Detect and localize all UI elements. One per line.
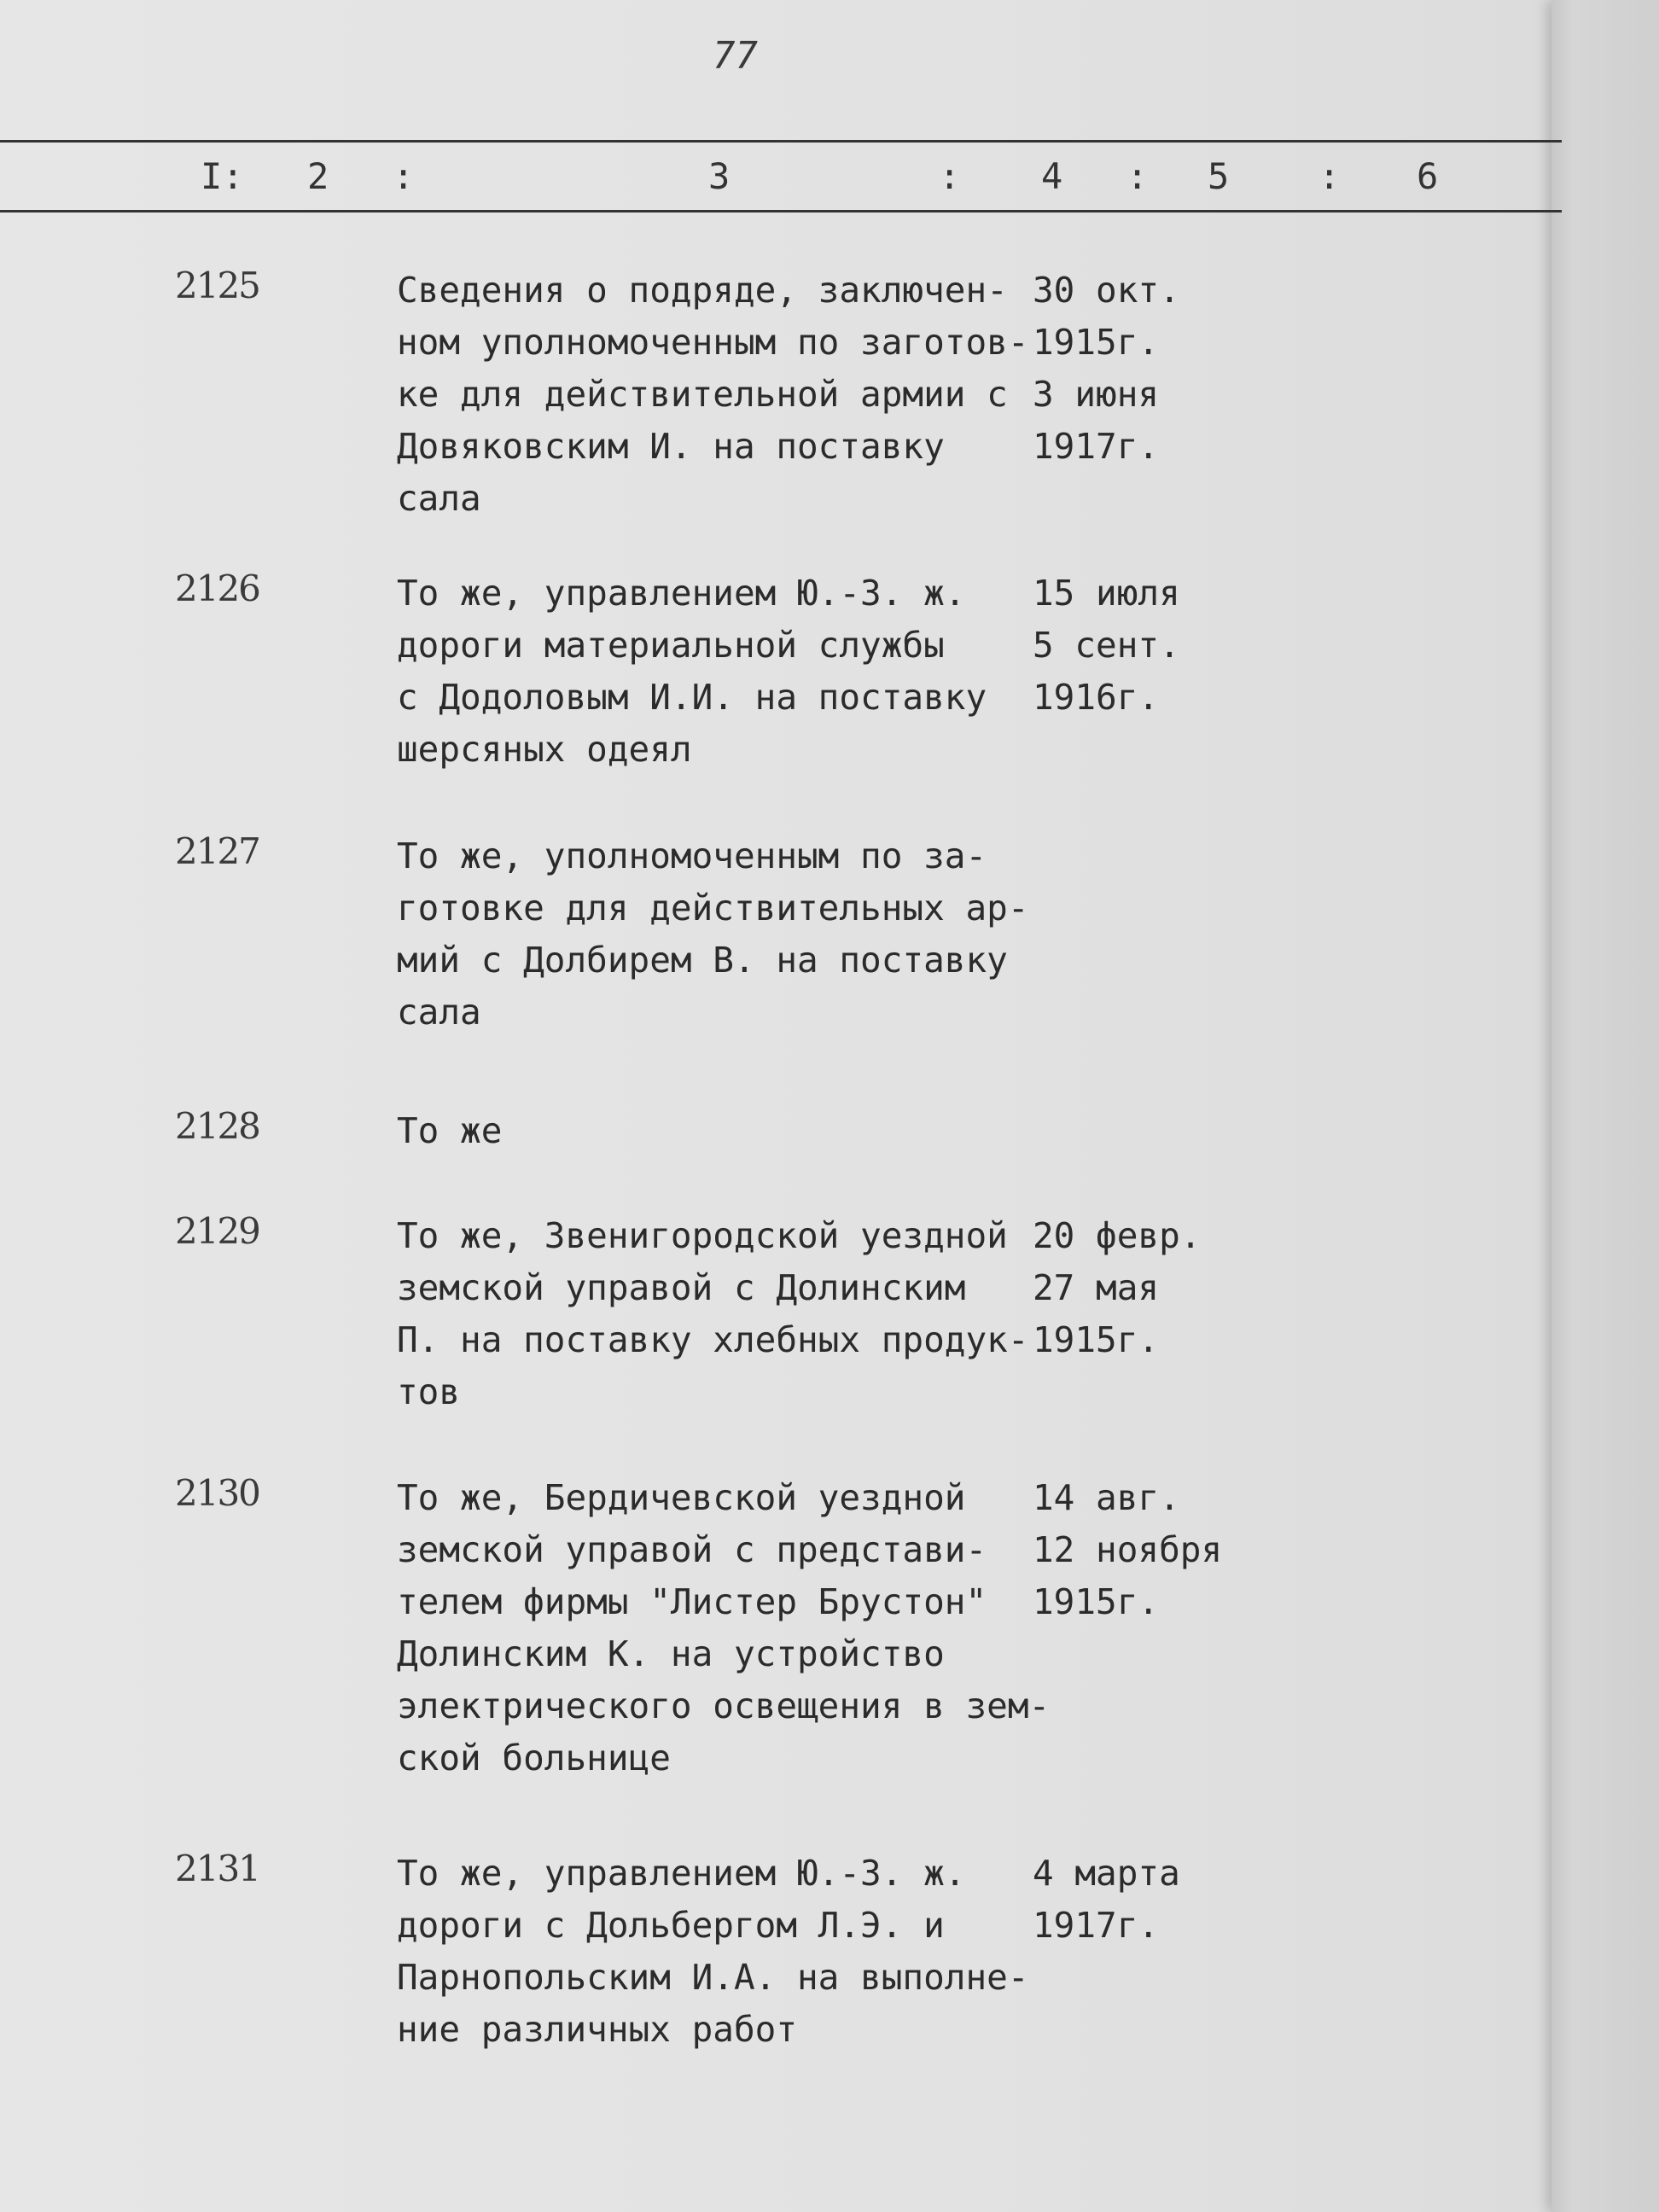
column-separator: :	[1126, 155, 1149, 197]
entry-description	[397, 830, 1029, 1039]
description-line: тов	[397, 1371, 461, 1412]
entry-number: 2127	[175, 830, 259, 872]
date-line: 1915г.	[1033, 1319, 1160, 1360]
column-header-6: 6	[1417, 155, 1439, 197]
description-line: электрического освещения в зем-	[397, 1685, 1051, 1726]
description-line: ской больнице	[397, 1738, 671, 1778]
entry-dates	[1033, 568, 1180, 724]
entry-number: 2129	[175, 1210, 259, 1252]
date-line: 1915г.	[1033, 1581, 1160, 1622]
entry-number: 2130	[175, 1472, 259, 1514]
description-line: То же, Звенигородской уездной	[397, 1215, 1008, 1256]
date-line: 3 июня	[1033, 374, 1160, 415]
column-header-3: 3	[708, 155, 731, 197]
date-line: 4 марта	[1033, 1853, 1180, 1894]
date-line: 14 авг.	[1033, 1477, 1180, 1518]
entry-number: 2125	[175, 265, 259, 306]
entry-description	[397, 1472, 1050, 1784]
date-line: 1915г.	[1033, 322, 1160, 363]
description-line: ке для действительной армии с	[397, 374, 1008, 415]
entry-description	[397, 265, 1029, 525]
entry-dates	[1033, 1210, 1201, 1366]
page-edge	[1551, 0, 1659, 2212]
description-line: То же, управлением Ю.-З. ж.	[397, 1853, 966, 1894]
date-line: 1916г.	[1033, 677, 1160, 718]
description-line: земской управой с представи-	[397, 1529, 987, 1570]
header-rule-top	[0, 140, 1562, 143]
entry-dates	[1033, 1848, 1180, 1952]
description-line: готовке для действительных ар-	[397, 888, 1029, 928]
description-line: телем фирмы "Листер Брустон"	[397, 1581, 987, 1622]
description-line: с Додоловым И.И. на поставку	[397, 677, 987, 718]
date-line: 1917г.	[1033, 426, 1160, 467]
description-line: П. на поставку хлебных продук-	[397, 1319, 1029, 1360]
entry-dates	[1033, 1472, 1222, 1628]
column-header-1: I:	[201, 155, 244, 197]
entry-number: 2128	[175, 1105, 259, 1147]
entry-description	[397, 568, 987, 776]
column-header-2: 2	[307, 155, 329, 197]
column-separator: :	[393, 155, 415, 197]
description-line: сала	[397, 992, 481, 1033]
date-line: 20 февр.	[1033, 1215, 1202, 1256]
page-number: 77	[713, 34, 758, 78]
entry-description	[397, 1105, 502, 1157]
header-rule-bottom	[0, 210, 1562, 212]
description-line: То же, уполномоченным по за-	[397, 835, 987, 876]
description-line: Парнопольским И.А. на выполне-	[397, 1957, 1029, 1998]
column-separator: :	[1318, 155, 1341, 197]
description-line: ние различных работ	[397, 2009, 797, 2050]
date-line: 5 сент.	[1033, 625, 1180, 666]
description-line: дороги с Дольбергом Л.Э. и	[397, 1905, 945, 1946]
date-line: 30 окт.	[1033, 270, 1180, 311]
description-line: мий с Долбирем В. на поставку	[397, 940, 1008, 981]
entry-description	[397, 1210, 1029, 1418]
column-header-5: 5	[1208, 155, 1230, 197]
date-line: 15 июля	[1033, 573, 1180, 614]
column-separator: :	[939, 155, 961, 197]
date-line: 1917г.	[1033, 1905, 1160, 1946]
description-line: земской управой с Долинским	[397, 1267, 966, 1308]
description-line: Долинским К. на устройство	[397, 1633, 945, 1674]
column-header-4: 4	[1041, 155, 1063, 197]
description-line: сала	[397, 478, 481, 519]
entry-number: 2131	[175, 1848, 259, 1889]
description-line: Довяковским И. на поставку	[397, 426, 945, 467]
date-line: 12 ноября	[1033, 1529, 1223, 1570]
description-line: ном уполномоченным по заготов-	[397, 322, 1029, 363]
entry-number: 2126	[175, 568, 259, 609]
description-line: шерсяных одеял	[397, 729, 692, 770]
description-line: То же, Бердичевской уездной	[397, 1477, 966, 1518]
date-line: 27 мая	[1033, 1267, 1160, 1308]
entry-dates	[1033, 265, 1180, 473]
entry-description	[397, 1848, 1029, 2056]
description-line: Сведения о подряде, заключен-	[397, 270, 1008, 311]
description-line: То же, управлением Ю.-З. ж.	[397, 573, 966, 614]
description-line: дороги материальной службы	[397, 625, 945, 666]
description-line: То же	[397, 1110, 503, 1151]
